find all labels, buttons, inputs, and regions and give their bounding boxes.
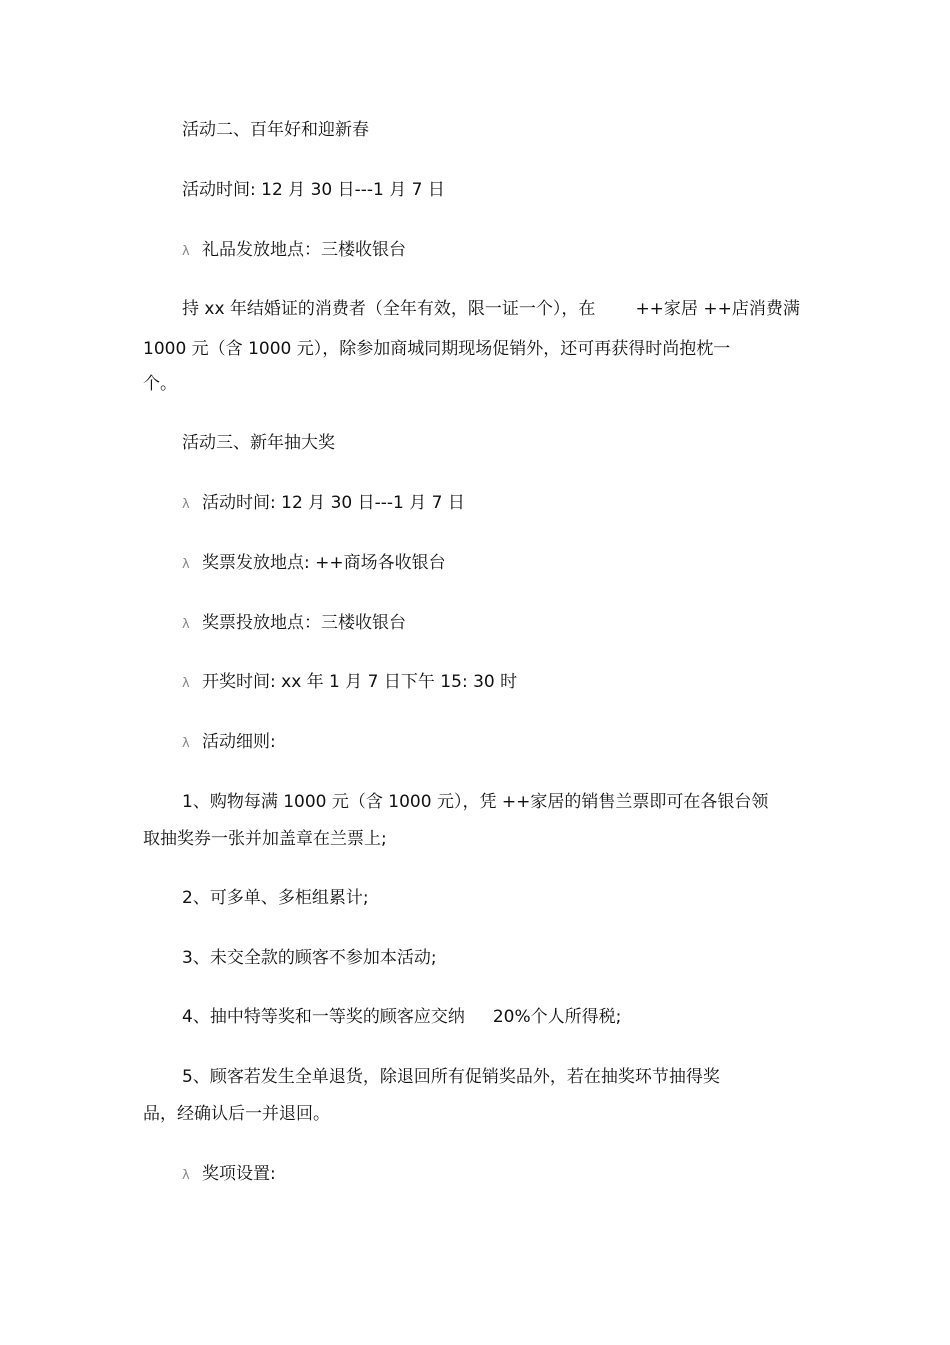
prize-settings-heading: λ 奖项设置: (182, 1162, 276, 1186)
bullet-icon: λ (182, 676, 190, 691)
bullet-icon: λ (182, 497, 190, 512)
activity-two-time: 活动时间: 12 月 30 日---1 月 7 日 (182, 180, 445, 200)
ticket-issue-location: λ 奖票发放地点: ++商场各收银台 (182, 551, 446, 575)
heading-activity-two: 活动二、百年好和迎新春 (182, 120, 369, 140)
bullet-icon: λ (182, 736, 190, 751)
rule-1-line-2: 取抽奖券一张并加盖章在兰票上; (143, 829, 387, 849)
ticket-drop-location: λ 奖票投放地点：三楼收银台 (182, 611, 406, 635)
rule-5-line-2: 品，经确认后一并退回。 (143, 1104, 330, 1124)
rules-heading: λ 活动细则: (182, 730, 276, 754)
bullet-icon: λ (182, 617, 190, 632)
draw-time: λ 开奖时间: xx 年 1 月 7 日下午 15: 30 时 (182, 670, 517, 694)
bullet-icon: λ (182, 244, 190, 259)
gift-location: λ 礼品发放地点：三楼收银台 (182, 238, 406, 262)
marriage-offer-line-2: 1000 元（含 1000 元），除参加商城同期现场促销外，还可再获得时尚抱枕一 (143, 339, 731, 359)
marriage-offer-line-3: 个。 (143, 374, 177, 394)
bullet-icon: λ (182, 557, 190, 572)
rule-2: 2、可多单、多柜组累计; (182, 888, 369, 908)
rule-3: 3、未交全款的顾客不参加本活动; (182, 948, 437, 968)
rule-5-line-1: 5、顾客若发生全单退货，除退回所有促销奖品外，若在抽奖环节抽得奖 (182, 1067, 720, 1087)
rule-4: 4、抽中特等奖和一等奖的顾客应交纳 20%个人所得税; (182, 1007, 622, 1027)
rule-1-line-1: 1、购物每满 1000 元（含 1000 元），凭 ++家居的销售兰票即可在各银台领 (182, 792, 769, 812)
bullet-icon: λ (182, 1168, 190, 1183)
heading-activity-three: 活动三、新年抽大奖 (182, 433, 335, 453)
activity-three-time: λ 活动时间: 12 月 30 日---1 月 7 日 (182, 491, 465, 515)
marriage-offer-line-1: 持 xx 年结婚证的消费者（全年有效，限一证一个），在 ++家居 ++店消费满 (182, 299, 800, 319)
